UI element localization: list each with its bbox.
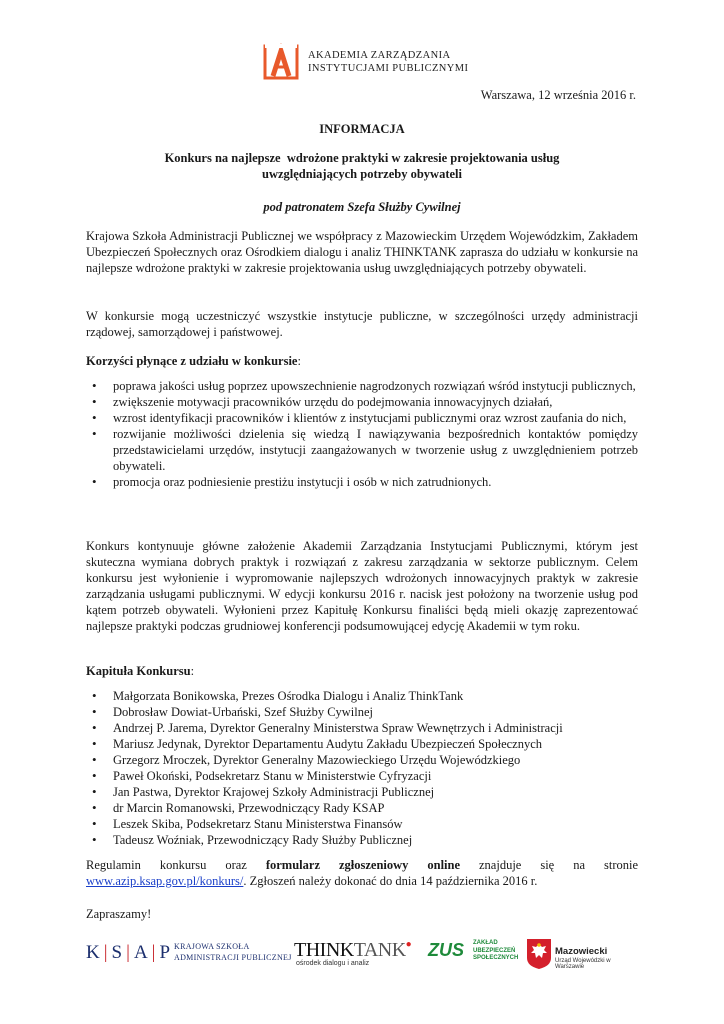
azip-logo-text [308, 49, 468, 75]
benefit-item: • poprawa jakości usług poprzez upowszechnienie nagrodzonych rozwiązań wśród instytucji publicznych, [86, 378, 638, 394]
mazowiecki-subtitle: Urząd Wojewódzki w Warszawie [555, 958, 611, 970]
benefit-item: • rozwijanie możliwości dzielenia się wiedzą I nawiązywania bezpośrednich kontaktów pomiędzy przedstawicielami urzędów, instytucji zaangażowanych w tworzenie usług z uwzględnieniem potrzeb obywateli. [86, 426, 638, 474]
eligibility-paragraph: W konkursie mogą uczestniczyć wszystkie instytucje publiczne, w szczególności urzędy administracji rządowej, samorządowej i państwowej. [86, 309, 638, 339]
jury-member: • Grzegorz Mroczek, Dyrektor Generalny Mazowieckiego Urzędu Wojewódzkiego [86, 752, 638, 768]
benefits-heading-colon: : [297, 354, 301, 368]
zus-line-2: UBEZPIECZEŃ [473, 947, 516, 954]
benefit-item: • zwiększenie motywacji pracowników urzędu do podejmowania innowacyjnych działań, [86, 394, 638, 410]
ksap-line-2: ADMINISTRACJI PUBLICZNEJ [174, 953, 292, 962]
jury-member: • Jan Pastwa, Dyrektor Krajowej Szkoły Administracji Publicznej [86, 784, 638, 800]
contest-website-link[interactable]: www.azip.ksap.gov.pl/konkurs/ [86, 874, 244, 888]
regulations-paragraph [86, 857, 638, 889]
eagle-emblem-icon [526, 938, 552, 970]
jury-member: • Paweł Okoński, Podsekretarz Stanu w Ministerstwie Cyfryzacji [86, 768, 638, 784]
ksap-letter: S [111, 942, 124, 963]
closing-line: Zapraszamy! [86, 907, 152, 921]
patronage-line: pod patronatem Szefa Służby Cywilnej [263, 200, 461, 214]
jury-member: • Andrzej P. Jarema, Dyrektor Generalny Ministerstwa Spraw Wewnętrzych i Administracji [86, 720, 638, 736]
ksap-line-1: KRAJOWA SZKOŁA [174, 942, 250, 951]
jury-member: • Dobrosław Dowiat-Urbański, Szef Służby Cywilnej [86, 704, 638, 720]
ksap-letter: A [133, 942, 149, 963]
benefits-list [86, 378, 638, 490]
subject-line-1: Konkurs na najlepsze wdrożone praktyki w zakresie projektowania usług [164, 151, 560, 165]
jury-member: • Leszek Skiba, Podsekretarz Stanu Ministerstwa Finansów [86, 816, 638, 832]
thinktank-tank: TANK [353, 939, 406, 961]
jury-list [86, 688, 638, 848]
regulations-text-1: Regulamin konkursu oraz [86, 858, 266, 872]
regulations-text-3: . Zgłoszeń należy dokonać do dnia 14 października 2016 r. [243, 874, 538, 888]
ksap-letter: K [86, 942, 101, 963]
registration-form-mention: formularz zgłoszeniowy online [265, 858, 461, 872]
thinktank-think: THINK [294, 939, 354, 961]
thinktank-logo: THINKTANK● [294, 939, 412, 961]
azip-logo-mark [262, 43, 300, 81]
jury-heading-text: Kapituła Konkursu [86, 664, 191, 678]
benefit-item: • wzrost identyfikacji pracowników i klientów z instytucjami publicznymi oraz wzrost zaufania do nich, [86, 410, 638, 426]
zus-logo: ZUS [428, 940, 464, 960]
ksap-logo-text [174, 941, 292, 963]
benefits-heading-text: Korzyści płynące z udziału w konkursie [86, 354, 298, 368]
logo-line-2: INSTYTUCJAMI PUBLICZNYMI [308, 63, 469, 74]
azip-logo [262, 43, 468, 81]
zus-line-3: SPOŁECZNYCH [473, 955, 519, 961]
subject-line-2: uwzględniających potrzeby obywateli [262, 167, 462, 181]
thinktank-subtitle: ośrodek dialogu i analiz [296, 960, 370, 967]
partner-logos [86, 936, 638, 976]
logo-line-1: AKADEMIA ZARZĄDZANIA [308, 50, 451, 61]
benefits-heading [86, 354, 301, 369]
intro-paragraph: Krajowa Szkoła Administracji Publicznej we współpracy z Mazowieckim Urzędem Wojewódzkim, Zakładem Ubezpieczeń Społecznych oraz Ośrodkiem dialogu i analiz THINKTANK zaprasza do udziału w konkursie na najlepsze wdrożone praktyki w zakresie projektowania usług uwzględniających potrzeby obywateli. [86, 229, 638, 275]
jury-member: • dr Marcin Romanowski, Przewodniczący Rady KSAP [86, 800, 638, 816]
jury-heading-colon: : [190, 664, 195, 678]
zus-logo-text [473, 940, 518, 963]
zus-line-1: ZAKŁAD [473, 940, 498, 946]
benefit-item: • promocja oraz podniesienie prestiżu instytucji i osób w nich zatrudnionych. [86, 474, 638, 490]
jury-member: • Mariusz Jedynak, Dyrektor Departamentu Audytu Zakładu Ubezpieczeń Społecznych [86, 736, 638, 752]
ksap-logo: K | S | A | P [86, 942, 172, 963]
mazowiecki-logo-text: Mazowiecki [555, 946, 608, 957]
jury-member: • Małgorzata Bonikowska, Prezes Ośrodka Dialogu i Analiz ThinkTank [86, 688, 638, 704]
document-title: INFORMACJA [319, 122, 405, 136]
jury-heading [86, 664, 194, 679]
document-date: Warszawa, 12 września 2016 r. [480, 88, 636, 102]
ksap-letter: P [159, 942, 172, 963]
continuation-paragraph: Konkurs kontynuuje główne założenie Akademii Zarządzania Instytucjami Publicznymi, którym jest skuteczna wymiana dobrych praktyk i rozwiązań z zakresu zarządzania w sektorze publicznym. Celem konkursu jest wyłonienie i wypromowanie najlepszych wdrożonych innowacyjnych praktyk w zakresie zarządzania usługami publicznymi. W edycji konkursu 2016 r. nacisk jest położony na tworzenie usług pod kątem potrzeb obywateli. Wyłonieni przez Kapitułę Konkursu finaliści będą mieli okazję zaprezentować najlepsze praktyki podczas grudniowej konferencji podsumowującej edycję Akademii w tym roku. [86, 539, 638, 633]
regulations-text-2: znajduje się na stronie [460, 858, 638, 872]
contest-subject [90, 150, 634, 182]
jury-member: • Tadeusz Woźniak, Przewodniczący Rady Służby Publicznej [86, 832, 638, 848]
